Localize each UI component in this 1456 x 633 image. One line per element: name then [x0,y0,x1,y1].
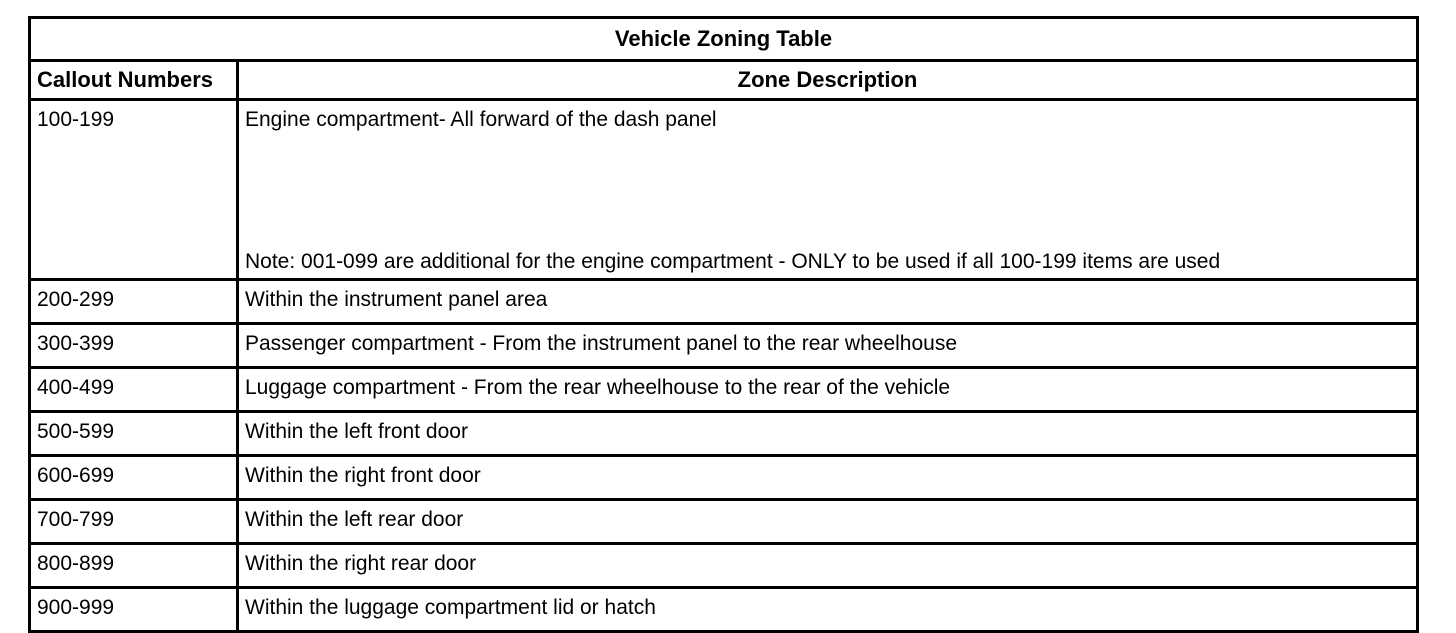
callout-cell: 100-199 [30,100,238,280]
callout-cell: 500-599 [30,412,238,456]
title-row [30,18,1418,61]
callout-cell: 600-699 [30,456,238,500]
callout-cell: 700-799 [30,500,238,544]
callout-cell: 800-899 [30,544,238,588]
zone-cell: Passenger compartment - From the instrument panel to the rear wheelhouse [238,324,1418,368]
engine-compartment-note: Note: 001-099 are additional for the engine compartment - ONLY to be used if all 100-199 items are used [245,250,1221,273]
header-callout-numbers: Callout Numbers [30,61,238,100]
callout-cell: 400-499 [30,368,238,412]
zone-cell: Within the instrument panel area [238,280,1418,324]
zone-cell: Within the left rear door [238,500,1418,544]
zone-cell: Luggage compartment - From the rear wheelhouse to the rear of the vehicle [238,368,1418,412]
zone-cell: Within the right rear door [238,544,1418,588]
table-row [30,544,1418,588]
table-title: Vehicle Zoning Table [30,18,1418,61]
zone-description: Engine compartment- All forward of the dash panel [245,108,717,131]
zone-cell: Within the luggage compartment lid or hatch [238,588,1418,632]
callout-cell: 200-299 [30,280,238,324]
callout-cell: 300-399 [30,324,238,368]
table-row [30,500,1418,544]
callout-cell: 900-999 [30,588,238,632]
zone-cell: Within the left front door [238,412,1418,456]
table-row [30,412,1418,456]
zone-cell: Within the right front door [238,456,1418,500]
zone-cell [238,100,1418,280]
table-row [30,588,1418,632]
table-row [30,456,1418,500]
vehicle-zoning-table [28,16,1419,633]
header-zone-description: Zone Description [238,61,1418,100]
table-row [30,280,1418,324]
table-row [30,368,1418,412]
header-row [30,61,1418,100]
table-row [30,324,1418,368]
table-row [30,100,1418,280]
